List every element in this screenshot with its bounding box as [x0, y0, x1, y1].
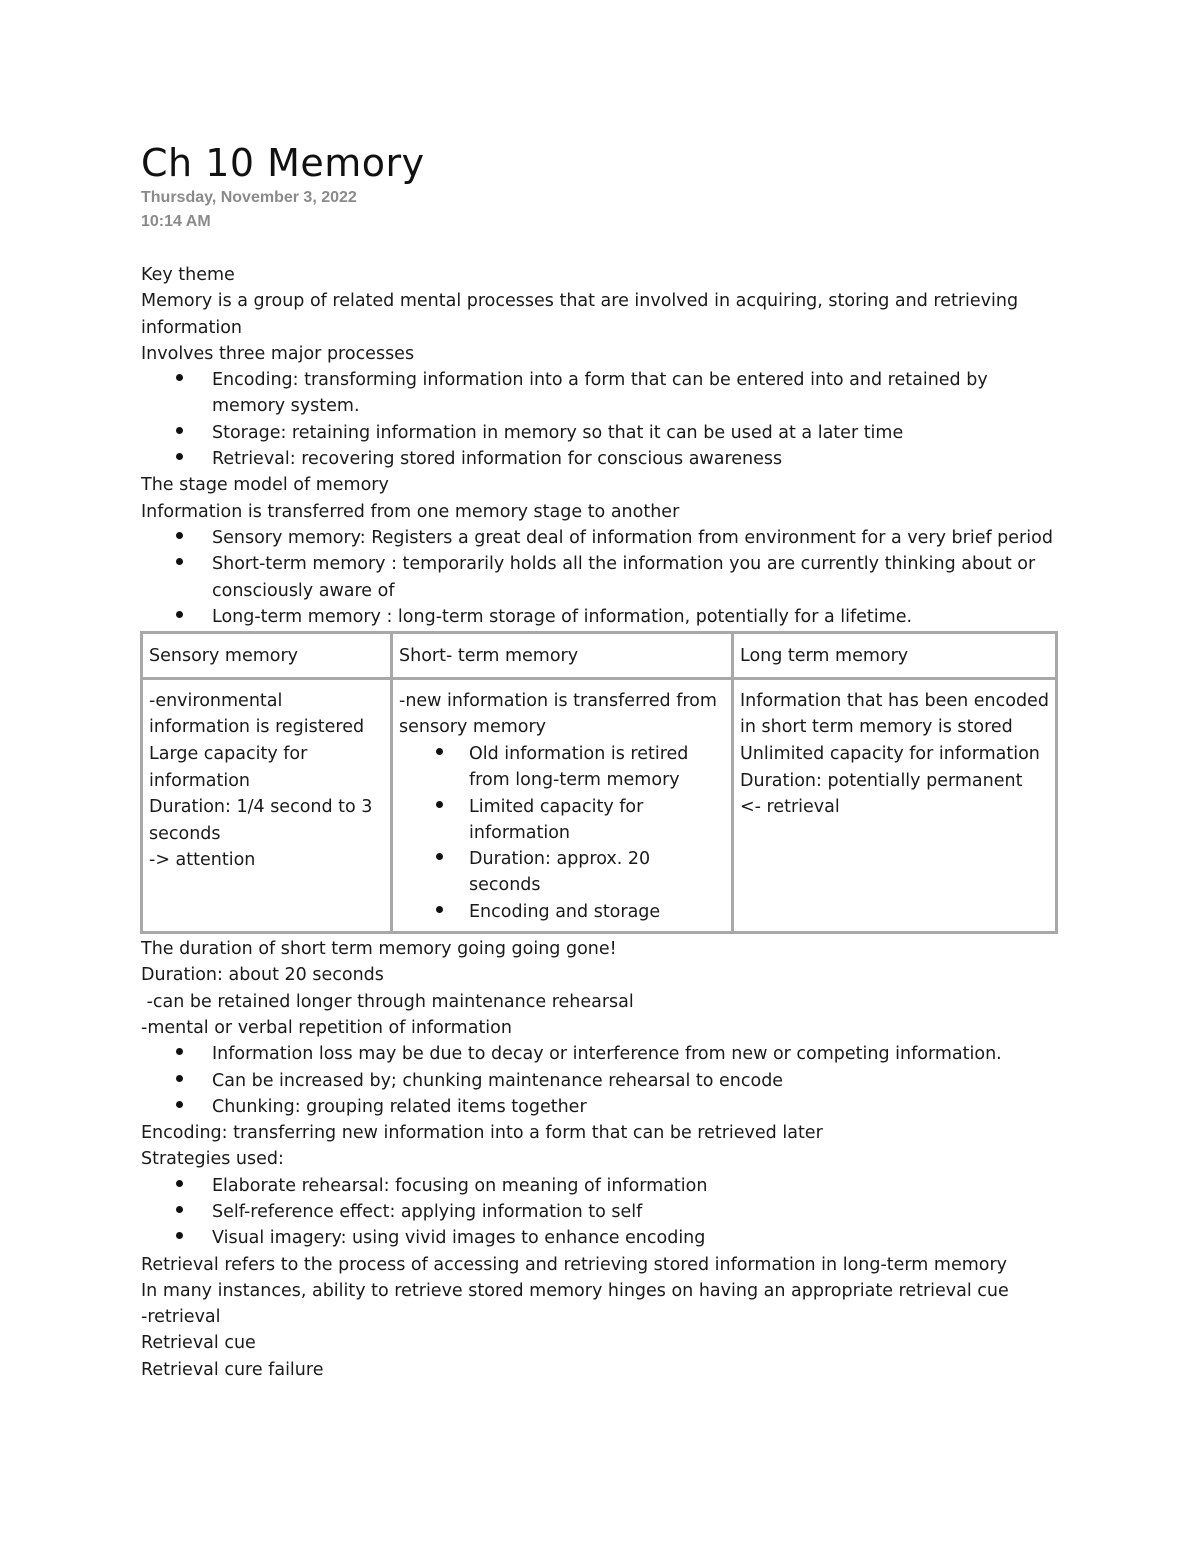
list-item: Can be increased by; chunking maintenance rehearsal to encode: [212, 1068, 1061, 1094]
maintenance-line: -can be retained longer through maintenance rehearsal: [141, 991, 634, 1012]
long-term-cell: [733, 678, 1057, 932]
cell-line: -> attention: [149, 850, 256, 871]
stage-model-line: The stage model of memory: [141, 475, 389, 496]
encoding-line: Encoding: transferring new information into a form that can be retrieved later: [141, 1123, 823, 1144]
list-item: Information loss may be due to decay or interference from new or competing information.: [212, 1041, 1061, 1067]
key-theme-line: Key theme: [141, 265, 235, 285]
short-term-cell: [392, 678, 733, 932]
table-row: [142, 678, 1057, 932]
list-item: Long-term memory : long-term storage of information, potentially for a lifetime.: [212, 604, 1061, 630]
retrieval-cue-line: In many instances, ability to retrieve stored memory hinges on having an appropriate retrieval cue: [141, 1280, 1009, 1301]
list-item: Visual imagery: using vivid images to enhance encoding: [212, 1225, 1061, 1251]
header-sensory: Sensory memory: [142, 633, 392, 679]
note-time: 10:14 AM: [141, 213, 211, 230]
table-header-row: [142, 633, 1057, 679]
list-item: Sensory memory: Registers a great deal of information from environment for a very brief period: [212, 525, 1061, 551]
retrieval-cue-term: Retrieval cue: [141, 1333, 256, 1354]
cell-line: Information that has been encoded in short term memory is stored: [740, 690, 1049, 738]
list-item: Elaborate rehearsal: focusing on meaning of information: [212, 1173, 1061, 1199]
list-item: Storage: retaining information in memory so that it can be used at a later time: [212, 420, 1061, 446]
header-long-term: Long term memory: [733, 633, 1057, 679]
stage-list: [141, 525, 1061, 630]
header-short-term: Short- term memory: [392, 633, 733, 679]
three-processes-line: Involves three major processes: [141, 343, 415, 364]
cell-line: Duration: potentially permanent: [740, 770, 1023, 791]
list-item: Duration: approx. 20 seconds: [469, 846, 725, 899]
retrieval-definition-line: Retrieval refers to the process of accessing and retrieving stored information in long-term memory: [141, 1254, 1008, 1275]
short-term-list: [399, 741, 725, 925]
duration-list: [141, 1041, 1061, 1120]
page-title: Ch 10 Memory: [141, 141, 425, 185]
list-item: Limited capacity for information: [469, 794, 725, 847]
retrieval-line: -retrieval: [141, 1307, 221, 1328]
list-item: Self-reference effect: applying information to self: [212, 1199, 1061, 1225]
sensory-cell: [142, 678, 392, 932]
note-page: [141, 140, 1061, 1383]
cell-line: Large capacity for information: [149, 743, 308, 791]
memory-stages-table: [140, 631, 1058, 934]
retrieval-failure-term: Retrieval cure failure: [141, 1359, 324, 1380]
list-item: Chunking: grouping related items together: [212, 1094, 1061, 1120]
memory-definition-line: Memory is a group of related mental processes that are involved in acquiring, storing and retrieving information: [141, 291, 1019, 338]
list-item: Old information is retired from long-term memory: [469, 741, 725, 794]
strategies-list: [141, 1173, 1061, 1252]
cell-line: Unlimited capacity for information: [740, 743, 1040, 764]
list-item: Short-term memory : temporarily holds all the information you are currently thinking about or consciously aware of: [212, 551, 1061, 604]
note-date: Thursday, November 3, 2022: [141, 189, 357, 206]
strategies-line: Strategies used:: [141, 1149, 284, 1170]
repetition-line: -mental or verbal repetition of information: [141, 1017, 512, 1038]
list-item: Encoding and storage: [469, 899, 725, 925]
transfer-line: Information is transferred from one memory stage to another: [141, 501, 680, 522]
cell-line: Duration: 1/4 second to 3 seconds: [149, 797, 373, 844]
duration-line: Duration: about 20 seconds: [141, 965, 384, 986]
process-list: [141, 367, 1061, 472]
duration-heading-line: The duration of short term memory going going gone!: [141, 939, 617, 960]
list-item: Retrieval: recovering stored information for conscious awareness: [212, 446, 1061, 472]
cell-line: -new information is transferred from sensory memory: [399, 690, 717, 738]
cell-line: <- retrieval: [740, 797, 840, 818]
cell-line: -environmental information is registered: [149, 690, 365, 738]
list-item: Encoding: transforming information into a form that can be entered into and retained by memory system.: [212, 367, 1061, 420]
